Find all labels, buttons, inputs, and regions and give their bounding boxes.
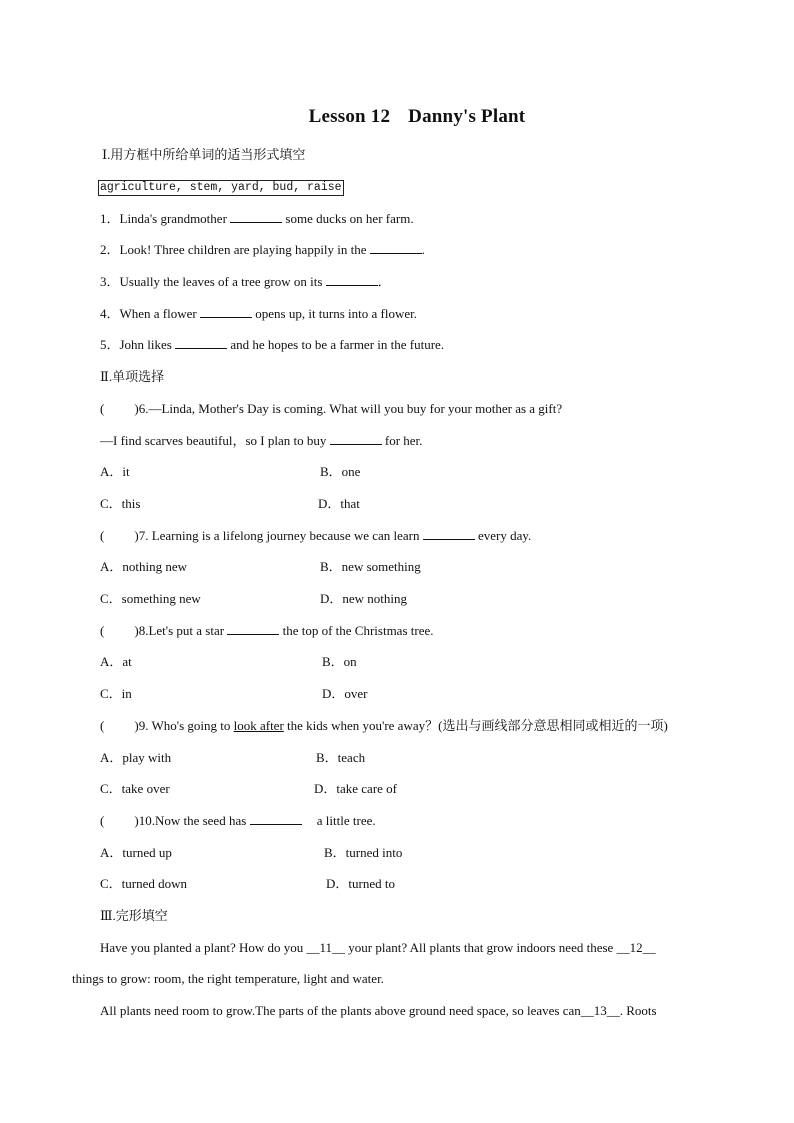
section-2-heading: Ⅱ.单项选择 bbox=[100, 369, 165, 384]
word-bank-box: agriculture, stem, yard, bud, raise bbox=[100, 181, 342, 194]
q6-option-d[interactable]: D．that bbox=[318, 496, 360, 511]
question-4: 4．When a flower opens up, it turns into a flower. bbox=[100, 306, 418, 321]
section-3-heading: Ⅲ.完形填空 bbox=[100, 908, 168, 923]
answer-blank[interactable] bbox=[370, 242, 422, 254]
q9-option-a[interactable]: A．play with bbox=[100, 750, 172, 765]
q9-option-c[interactable]: C．take over bbox=[100, 781, 170, 796]
lesson-number: Lesson 12 bbox=[308, 106, 391, 127]
answer-blank[interactable] bbox=[230, 211, 282, 223]
question-8: ( )8.Let's put a star the top of the Christmas tree. bbox=[100, 623, 434, 638]
cloze-blank-12[interactable]: __12__ bbox=[616, 940, 656, 955]
q8-option-b[interactable]: B．on bbox=[322, 654, 357, 669]
q8-option-c[interactable]: C．in bbox=[100, 686, 132, 701]
answer-blank[interactable] bbox=[175, 337, 227, 349]
cloze-blank-11[interactable]: __11__ bbox=[306, 940, 346, 955]
cloze-paragraph-2-line-1: All plants need room to grow.The parts of the plants above ground need space, so leaves can__13__. Roots bbox=[100, 1003, 657, 1018]
question-6-line-2: —I find scarves beautiful，so I plan to buy for her. bbox=[100, 433, 423, 448]
q6-option-b[interactable]: B．one bbox=[320, 464, 361, 479]
question-9: ( )9. Who's going to look after the kids when you're away？(选出与画线部分意思相同或相近的一项) bbox=[100, 718, 668, 733]
answer-blank[interactable] bbox=[200, 306, 252, 318]
cloze-paragraph-1-line-1: Have you planted a plant? How do you __11__ your plant? All plants that grow indoors need these __12__ bbox=[100, 940, 656, 955]
q7-option-b[interactable]: B．new something bbox=[320, 559, 421, 574]
q9-option-b[interactable]: B．teach bbox=[316, 750, 366, 765]
question-1: 1．Linda's grandmother some ducks on her farm. bbox=[100, 211, 414, 226]
answer-blank[interactable] bbox=[227, 623, 279, 635]
answer-blank[interactable] bbox=[326, 274, 378, 286]
section-1-heading: Ⅰ.用方框中所给单词的适当形式填空 bbox=[102, 147, 306, 162]
q10-option-a[interactable]: A．turned up bbox=[100, 845, 172, 860]
q7-option-d[interactable]: D．new nothing bbox=[320, 591, 408, 606]
q8-option-a[interactable]: A．at bbox=[100, 654, 132, 669]
question-5: 5．John likes and he hopes to be a farmer in the future. bbox=[100, 337, 445, 352]
underlined-phrase: look after bbox=[233, 718, 284, 733]
q10-option-c[interactable]: C．turned down bbox=[100, 876, 188, 891]
cloze-blank-13[interactable]: __13__ bbox=[580, 1003, 620, 1018]
q7-option-c[interactable]: C．something new bbox=[100, 591, 201, 606]
cloze-paragraph-1-line-2: things to grow: room, the right temperature, light and water. bbox=[72, 971, 384, 986]
lesson-title bbox=[0, 106, 794, 128]
q6-option-c[interactable]: C．this bbox=[100, 496, 141, 511]
answer-blank[interactable] bbox=[330, 433, 382, 445]
q10-option-d[interactable]: D．turned to bbox=[326, 876, 395, 891]
q8-option-d[interactable]: D．over bbox=[322, 686, 368, 701]
lesson-name: Danny's Plant bbox=[408, 106, 526, 127]
question-7: ( )7. Learning is a lifelong journey because we can learn every day. bbox=[100, 528, 532, 543]
q9-option-d[interactable]: D．take care of bbox=[314, 781, 398, 796]
answer-blank[interactable] bbox=[250, 813, 302, 825]
question-10: ( )10.Now the seed has a little tree. bbox=[100, 813, 376, 828]
q6-option-a[interactable]: A．it bbox=[100, 464, 130, 479]
question-2: 2．Look! Three children are playing happily in the . bbox=[100, 242, 426, 257]
answer-blank[interactable] bbox=[423, 528, 475, 540]
question-3: 3．Usually the leaves of a tree grow on its ． bbox=[100, 274, 391, 289]
question-6: ( )6.—Linda, Mother's Day is coming. What will you buy for your mother as a gift? bbox=[100, 401, 563, 416]
q10-option-b[interactable]: B．turned into bbox=[324, 845, 403, 860]
q7-option-a[interactable]: A．nothing new bbox=[100, 559, 188, 574]
